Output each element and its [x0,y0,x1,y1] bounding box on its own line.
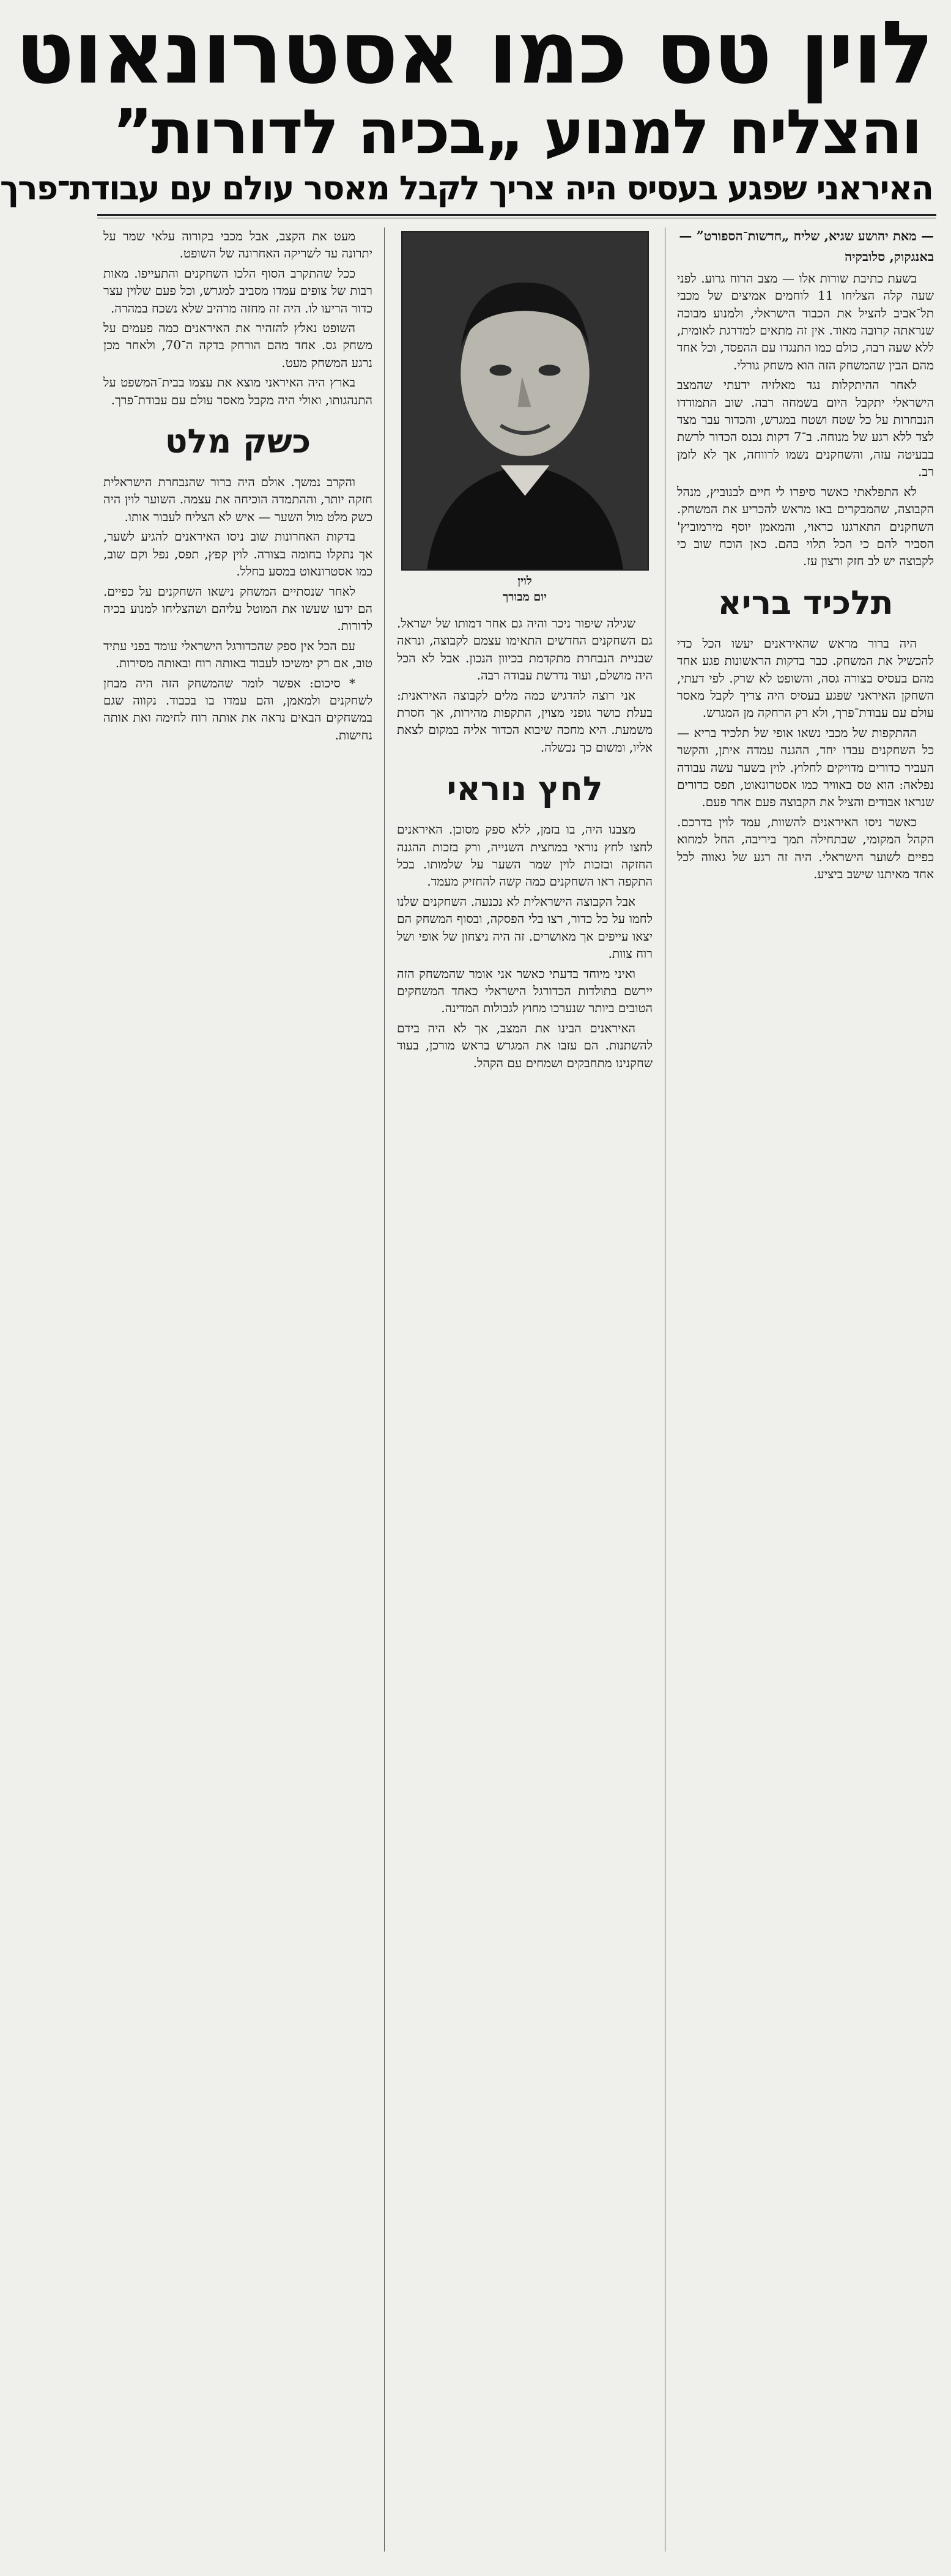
column-divider [384,228,385,2552]
byline: — מאת יהושע שגיא, שליח „חדשות־הספורט” — [679,228,934,243]
subheading: לחץ נוראי [446,769,603,809]
paragraph: אני רוצה להדגיש כמה מלים לקבוצה האיראנית: בעלת כושר גופני מצוין, התקפות מהירות, אך חסרת משמעת. היא מחכה שיבוא הכדור אליה במקום לצאת אליו, ומשום כך נכשלה. [397,687,653,755]
paragraph: השופט נאלץ להזהיר את האיראנים כמה פעמים על משחק גס. אחד מהם הורחק בדקה ה־70, ולאחר מכן נרגע המשחק מעט. [103,320,372,370]
headline-rule [97,214,936,216]
article-column-left [103,228,372,2552]
paragraph: עם הכל אין ספק שהכדורגל הישראלי עומד בפני עתיד טוב, אם רק ימשיכו לעבוד באותה רוח ובאותה מסירות. [103,638,372,671]
paragraph: * סיכום: אפשר לומר שהמשחק הזה היה מבחן לשחקנים ולמאמן, והם עמדו בו בכבוד. נקווה שגם במשחקים הבאים נראה את אותה רוח לחימה ואת אותה נחישות. [103,675,372,742]
dateline: באנגקוק, סלובקיה [845,249,934,265]
paragraph: לא התפלאתי כאשר סיפרו לי חיים לבנוביץ, מנהל הקבוצה, שהמבקרים באו מראש להכריע את המשחק. השחקנים התארגנו כראוי, והמאמן יוסף מירמוביץ' הסביר להם כי הכל תלוי בהם. כאן הוכח שוב כי לקבוצה יש לב חזק ורצון עז. [677,484,934,569]
paragraph: מצבנו היה, בו בזמן, ללא ספק מסוכן. האיראנים לחצו לחץ נוראי במחצית השנייה, ורק בזכות ההגנה החזקה ובזכות לוין שמר השער על שלמותו. בכל התקפה ראו השחקנים כמה קשה להחזיק מעמד. [397,822,653,889]
paragraph: מעט את הקצב, אבל מכבי בקורוה עלאי שמר על יתרונה עד לשריקה האחרונה של השופט. [103,229,372,261]
paragraph: האיראנים הבינו את המצב, אך לא היה בידם להשתנות. הם עזבו את המגרש בראש מורכן, בעוד שחקנינו מתחבקים ושמחים עם הקהל. [397,1020,653,1070]
paragraph: כאשר ניסו האיראנים להשוות, עמד לוין בדרכם. הקהל המקומי, שבתחילה תמך ביריבה, החל למחוא כפיים לשוער הישראלי. היה זה רגע של גאווה לכל אחד מאיתנו שישב ביציע. [677,814,934,881]
paragraph: לאחר ההיתקלות נגד מאלזיה ידעתי שהמצב הישראלי יתקבל היום בשמחה רבה. שוב התמודדו הנבחרות על כל שטח ושטח במגרש, והכדור עבר מצד לצד ללא רגע של מנוחה. ב־7 דקות נכנס הכדור לרשת בבעיטה עזה, והשחקנים נשמו לרווחה, אך לא לזמן רב. [677,377,934,479]
paragraph: בדקות האחרונות שוב ניסו האיראנים להגיע לשער, אך נתקלו בחומה בצורה. לוין קפץ, תפס, נפל וקם שוב, כמו אסטרונאוט במסע בחלל. [103,529,372,579]
paragraph: בארץ היה האיראני מוצא את עצמו בבית־המשפט על התנהגותו, ואולי היה מקבל מאסר עולם עם עבודת־פרך. [103,375,372,407]
player-photo [401,231,649,571]
paragraph: אבל הקבוצה הישראלית לא נכנעה. השחקנים שלנו לחמו על כל כדור, רצו בלי הפסקה, ובסוף המשחק הם יצאו עייפים אך מאושרים. זה היה ניצחון של אופי ושל רוח צוות. [397,894,653,961]
photo-caption [397,573,653,605]
paragraph: היה ברור מראש שהאיראנים יעשו הכל כדי להכשיל את המשחק. כבר בדקות הראשונות פגע אחד מהם בעסיס בצורה גסה, והשופט לא שרק. לפי דעתי, השחקן האיראני שפגע בעסיס היה צריך לקבל מאסר עולם עם עבודת־פרך, ולא רק הרחקה מן המגרש. [677,635,934,720]
subheading: תלכיד בריא [717,583,894,622]
paragraph: והקרב נמשך. אולם היה ברור שהנבחרת הישראלית חזקה יותר, וההתמדה הוכיחה את עצמה. השוער לוין היה כשק מלט מול השער — איש לא הצליח לעבור אותו. [103,475,372,524]
paragraph: ואיני מיוחד בדעתי כאשר אני אומר שהמשחק הזה יירשם בתולדות הכדורגל הישראלי כאחד המשחקים הטובים ביותר שנערכו מחוץ לגבולות המדינה. [397,966,653,1016]
headline-line-1: לוין טס כמו אסטרונאוט [15,2,933,103]
portrait-image [402,232,648,569]
article-column-right [677,228,934,2552]
subheading: כשק מלט [165,422,311,461]
paragraph: ההתקפות של מכבי נשאו אופי של תלכיד בריא — כל השחקנים עבדו יחד, ההגנה עמדה איתן, והקשר העביר כדורים מדויקים לחלוץ. לוין בשער עשה עבודה נפלאה: הוא טס באוויר כמו אסטרונאוט, תפס כדורים שנראו אבודים והציל את הקבוצה פעם אחר פעם. [677,725,934,810]
paragraph: בשעת כתיבת שורות אלו — מצב הרוח גרוע. לפני שעה קלה הצליחו 11 לוחמים אמיצים של מכבי תל־אביב להציל את הכבוד הישראלי, ולמנוע מבוכה שנראתה קרובה מאוד. אין זה מתאים למדרגת לאומית, ללא שעה רבה, כולם כמו התנגדו עם ההפסד, וכל אחד מהם הבין שהמשחק הזה הוא משחק גורלי. [677,270,934,372]
paragraph: ככל שהתקרב הסוף הלכו השחקנים והתעייפו. מאות רבות של צופים עמדו מסביב למגרש, וכל פעם שלוין עצר כדור הריעו לו. היה זה מחזה מרהיב שלא נשכח במהרה. [103,265,372,316]
photo-caption-name: לוין [517,574,532,588]
paragraph: שגילה שיפור ניכר והיה גם אחר דמותו של ישראל. גם השחקנים החדשים התאימו עצמם לקבוצה, ונראה שבניית הנבחרת מתקדמת בכיוון הנכון. אבל לא הכל היה מושלם, ועוד נדרשת עבודה רבה. [397,616,653,683]
headline-line-3: האיראני שפגע בעסיס היה צריך לקבל מאסר עולם עם עבודת־פרך [0,169,933,207]
paragraph: לאחר שנסתיים המשחק נישאו השחקנים על כפיים. הם ידעו שעשו את המוטל עליהם ושהצליחו למנוע בכיה לדורות. [103,583,372,634]
photo-caption-sub: יום מבורך [502,590,547,604]
headline-line-2: והצליח למנוע „בכיה לדורות” [112,96,922,168]
article-column-middle [397,228,653,2552]
